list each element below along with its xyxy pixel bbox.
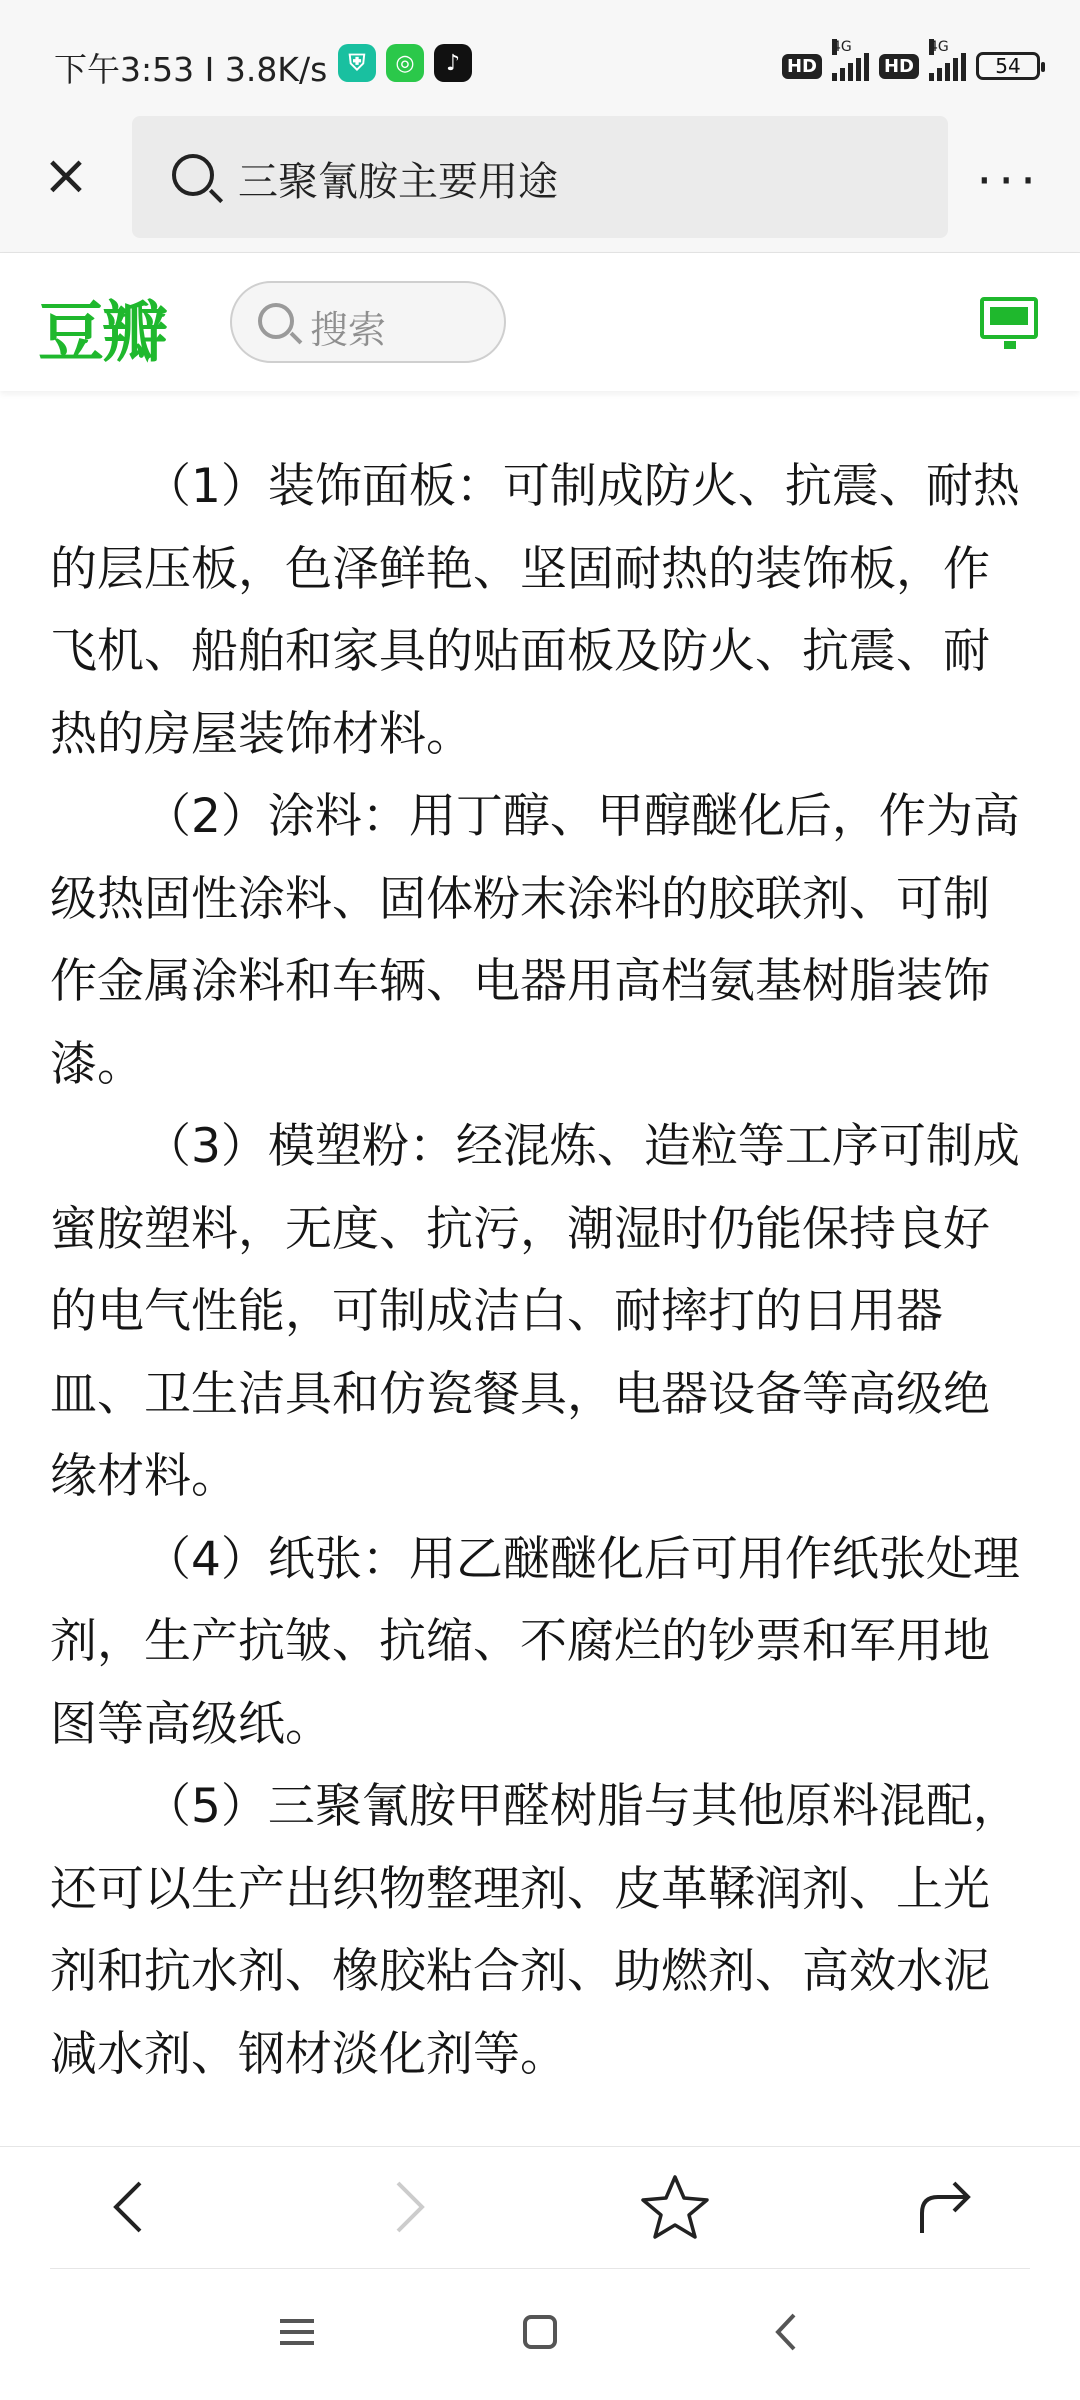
back-icon[interactable] xyxy=(752,2297,822,2367)
browser-toolbar xyxy=(0,110,1080,253)
more-options-button[interactable]: ··· xyxy=(976,152,1042,210)
article-content xyxy=(50,446,1030,2096)
system-nav-bar xyxy=(0,2269,1080,2400)
site-search-input[interactable] xyxy=(230,281,506,363)
status-right xyxy=(782,39,1040,86)
shield-app-icon: ⛨ xyxy=(338,44,376,82)
browser-bottom-nav xyxy=(0,2146,1080,2269)
tiktok-icon: ♪ xyxy=(434,44,472,82)
search-query[interactable]: 三聚氰胺主要用途 xyxy=(238,159,558,205)
signal-strength-icon-1 xyxy=(831,39,869,81)
search-icon xyxy=(258,303,294,339)
network-type: 4G xyxy=(929,39,949,55)
site-header xyxy=(0,253,1080,391)
site-search-placeholder: 搜索 xyxy=(310,308,387,352)
wechat-icon: ◎ xyxy=(386,44,424,82)
hd-badge-1: HD xyxy=(782,54,822,79)
close-button[interactable]: × xyxy=(42,143,90,208)
menu-icon[interactable] xyxy=(262,2297,332,2367)
battery-level: 54 xyxy=(995,54,1021,78)
battery-icon xyxy=(976,52,1040,80)
douban-logo[interactable]: 豆瓣 xyxy=(38,294,166,371)
network-type: 4G xyxy=(831,39,852,55)
back-icon[interactable] xyxy=(92,2167,172,2247)
hd-badge-2: HD xyxy=(879,54,919,79)
paragraph: （1）装饰面板：可制成防火、抗震、耐热的层压板，色泽鲜艳、坚固耐热的装饰板，作飞机、船舶和家具的贴面板及防火、抗震、耐热的房屋装饰材料。 xyxy=(50,459,1020,762)
status-bar xyxy=(0,0,1080,110)
paragraph: （2）涂料：用丁醇、甲醇醚化后，作为高级热固性涂料、固体粉末涂料的胶联剂、可制作金属涂料和车辆、电器用高档氨基树脂装饰漆。 xyxy=(50,789,1020,1092)
clock: 下午3:53 xyxy=(54,50,195,89)
paragraph: （4）纸张：用乙醚醚化后可用作纸张处理剂，生产抗皱、抗缩、不腐烂的钞票和军用地图等高级纸。 xyxy=(50,1531,1020,1752)
address-search-box[interactable] xyxy=(132,116,948,238)
network-speed: 3.8K/s xyxy=(224,50,328,89)
signal-strength-icon-2 xyxy=(929,39,966,81)
open-app-icon[interactable] xyxy=(980,297,1038,339)
forward-icon[interactable] xyxy=(366,2167,446,2247)
speed-separator: I xyxy=(194,50,225,89)
star-icon[interactable] xyxy=(635,2167,715,2247)
paragraph: （5）三聚氰胺甲醛树脂与其他原料混配，还可以生产出织物整理剂、皮革鞣润剂、上光剂和抗水剂、橡胶粘合剂、助燃剂、高效水泥减水剂、钢材淡化剂等。 xyxy=(50,1779,1020,2082)
status-time xyxy=(54,44,327,91)
search-icon xyxy=(172,154,214,196)
paragraph: （3）模塑粉：经混炼、造粒等工序可制成蜜胺塑料，无度、抗污，潮湿时仍能保持良好的电气性能，可制成洁白、耐摔打的日用器皿、卫生洁具和仿瓷餐具，电器设备等高级绝缘材料。 xyxy=(50,1119,1020,1504)
home-icon[interactable] xyxy=(505,2297,575,2367)
share-icon[interactable] xyxy=(904,2167,984,2247)
